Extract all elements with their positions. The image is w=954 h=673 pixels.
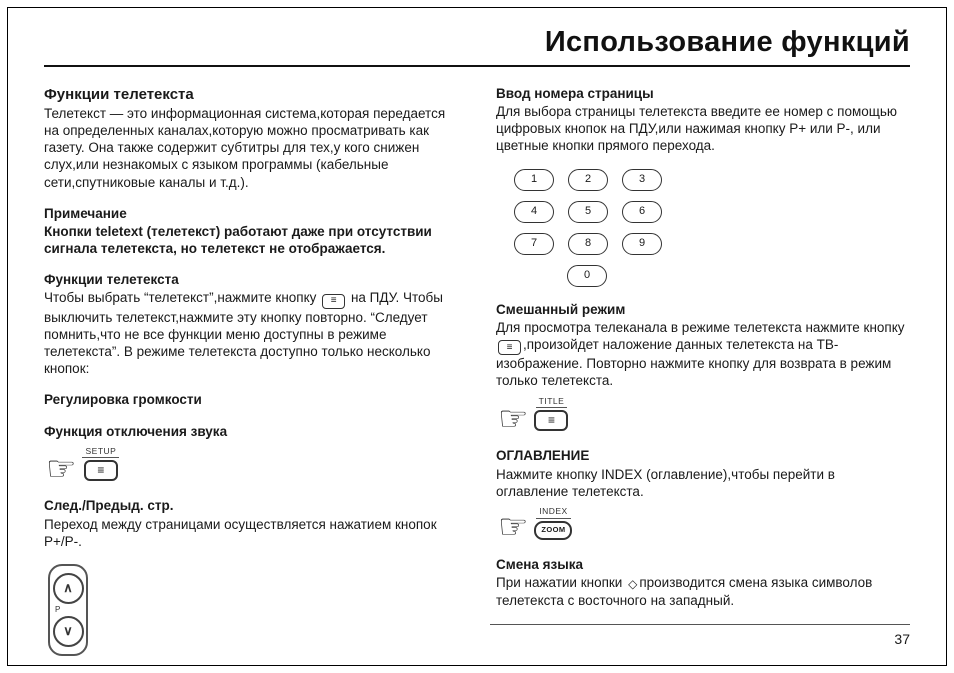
note-heading: Примечание xyxy=(44,205,127,221)
index-paragraph: Нажмите кнопку INDEX (оглавление),чтобы перейти в оглавление телетекста. xyxy=(496,466,835,499)
paragraph-text: ,произойдет наложение данных телетекста на ТВ-изображение. Повторно нажмите кнопку для возврата в режим только телетекста. xyxy=(496,336,892,389)
setup-teletext-button-icon xyxy=(84,460,118,481)
setup-label: SETUP xyxy=(82,446,119,459)
page-footer xyxy=(490,624,910,647)
numeric-keypad-illustration xyxy=(514,169,660,287)
page-down-button-icon xyxy=(53,616,84,647)
remote-key-0: 0 xyxy=(567,265,607,287)
setup-button-stack xyxy=(82,446,119,482)
rocker-p-label: P xyxy=(55,604,61,614)
mixed-mode-heading: Смешанный режим xyxy=(496,301,626,317)
chevron-up-icon: ∧ xyxy=(63,580,73,596)
paragraph-text: производится смена языка символов телетекста с восточного на западный. xyxy=(496,574,873,608)
teletext-glyph: ≡ xyxy=(547,413,555,428)
section-heading-teletext-functions-2: Функции телетекста xyxy=(44,272,179,288)
setup-hand-illustration xyxy=(46,445,458,489)
section-heading-teletext-functions: Функции телетекста xyxy=(44,86,194,103)
chevron-down-icon: ∨ xyxy=(63,623,73,639)
page-title: Использование функций xyxy=(544,26,910,58)
left-column xyxy=(44,83,458,656)
title-hand-illustration xyxy=(498,395,910,439)
remote-key-9: 9 xyxy=(622,233,662,255)
right-column xyxy=(496,83,910,656)
mix-button-icon xyxy=(498,340,521,355)
nextprev-heading: След./Предыд. стр. xyxy=(44,498,174,514)
pointing-hand-icon: ☞ xyxy=(498,508,529,547)
pagenum-heading: Ввод номера страницы xyxy=(496,86,654,101)
language-paragraph xyxy=(496,574,910,609)
index-label: INDEX xyxy=(536,506,570,519)
pointing-hand-icon: ☞ xyxy=(46,450,77,489)
paragraph-text: Чтобы выбрать “телетекст”,нажмите кнопку xyxy=(44,290,317,306)
note-paragraph: Кнопки teletext (телетекст) работают даже при отсутствии сигнала телетекста, но телетекст не отображается. xyxy=(44,223,432,257)
remote-key-2: 2 xyxy=(568,169,608,191)
remote-key-7: 7 xyxy=(514,233,554,255)
paragraph-text: При нажатии кнопки xyxy=(496,574,623,590)
nextprev-paragraph: Переход между страницами осуществляется нажатием кнопок P+/P-. xyxy=(44,516,437,549)
title-divider xyxy=(44,65,910,67)
teletext-button-icon xyxy=(322,294,345,309)
p-rocker-button-illustration xyxy=(48,564,88,656)
remote-key-4: 4 xyxy=(514,201,554,223)
zoom-button: ZOOM xyxy=(534,521,572,540)
pagenum-paragraph: Для выбора страницы телетекста введите ее номер с помощью цифровых кнопок на ПДУ,или нажимая кнопку P+ или P-, или цветные кнопки прямого перехода. xyxy=(496,104,898,154)
mixed-mode-paragraph xyxy=(496,319,910,390)
volume-heading: Регулировка громкости xyxy=(44,392,202,408)
remote-key-5: 5 xyxy=(568,201,608,223)
index-hand-illustration xyxy=(498,505,910,547)
pointing-hand-icon: ☞ xyxy=(498,400,529,439)
index-heading: ОГЛАВЛЕНИЕ xyxy=(496,448,590,464)
remote-key-3: 3 xyxy=(622,169,662,191)
index-button-stack xyxy=(534,506,572,540)
language-heading: Смена языка xyxy=(496,556,584,572)
page-up-button-icon xyxy=(53,573,84,604)
language-button-icon: ◇ xyxy=(628,576,638,591)
teletext-select-paragraph xyxy=(44,289,458,377)
title-button-icon xyxy=(534,410,568,431)
title-button-stack xyxy=(534,396,568,432)
teletext-glyph: ≡ xyxy=(506,341,513,353)
page-number: 37 xyxy=(894,631,910,647)
title-label: TITLE xyxy=(536,396,568,409)
remote-key-6: 6 xyxy=(622,201,662,223)
remote-key-1: 1 xyxy=(514,169,554,191)
paragraph-text: Для просмотра телеканала в режиме телетекста нажмите кнопку xyxy=(496,319,905,335)
teletext-glyph: ≡ xyxy=(330,295,337,307)
mute-heading: Функция отключения звука xyxy=(44,423,228,439)
remote-key-8: 8 xyxy=(568,233,608,255)
teletext-intro-paragraph: Телетекст — это информационная система,которая передается на определенных каналах,которую можно просматривать как газету. Она также содержит субтитры для тех,у кого снижен слух,или незнакомых с языком программы (кабельные сети,спутниковые каналы и т.д.). xyxy=(44,106,446,190)
teletext-glyph: ≡ xyxy=(97,463,105,478)
paragraph-text: на ПДУ. Чтобы выключить телетекст,нажмите эту кнопку повторно. “Следует помнить,что не все функции меню доступны в режиме телетекста”. В режиме телетекста доступно только несколько кнопок: xyxy=(44,290,443,377)
